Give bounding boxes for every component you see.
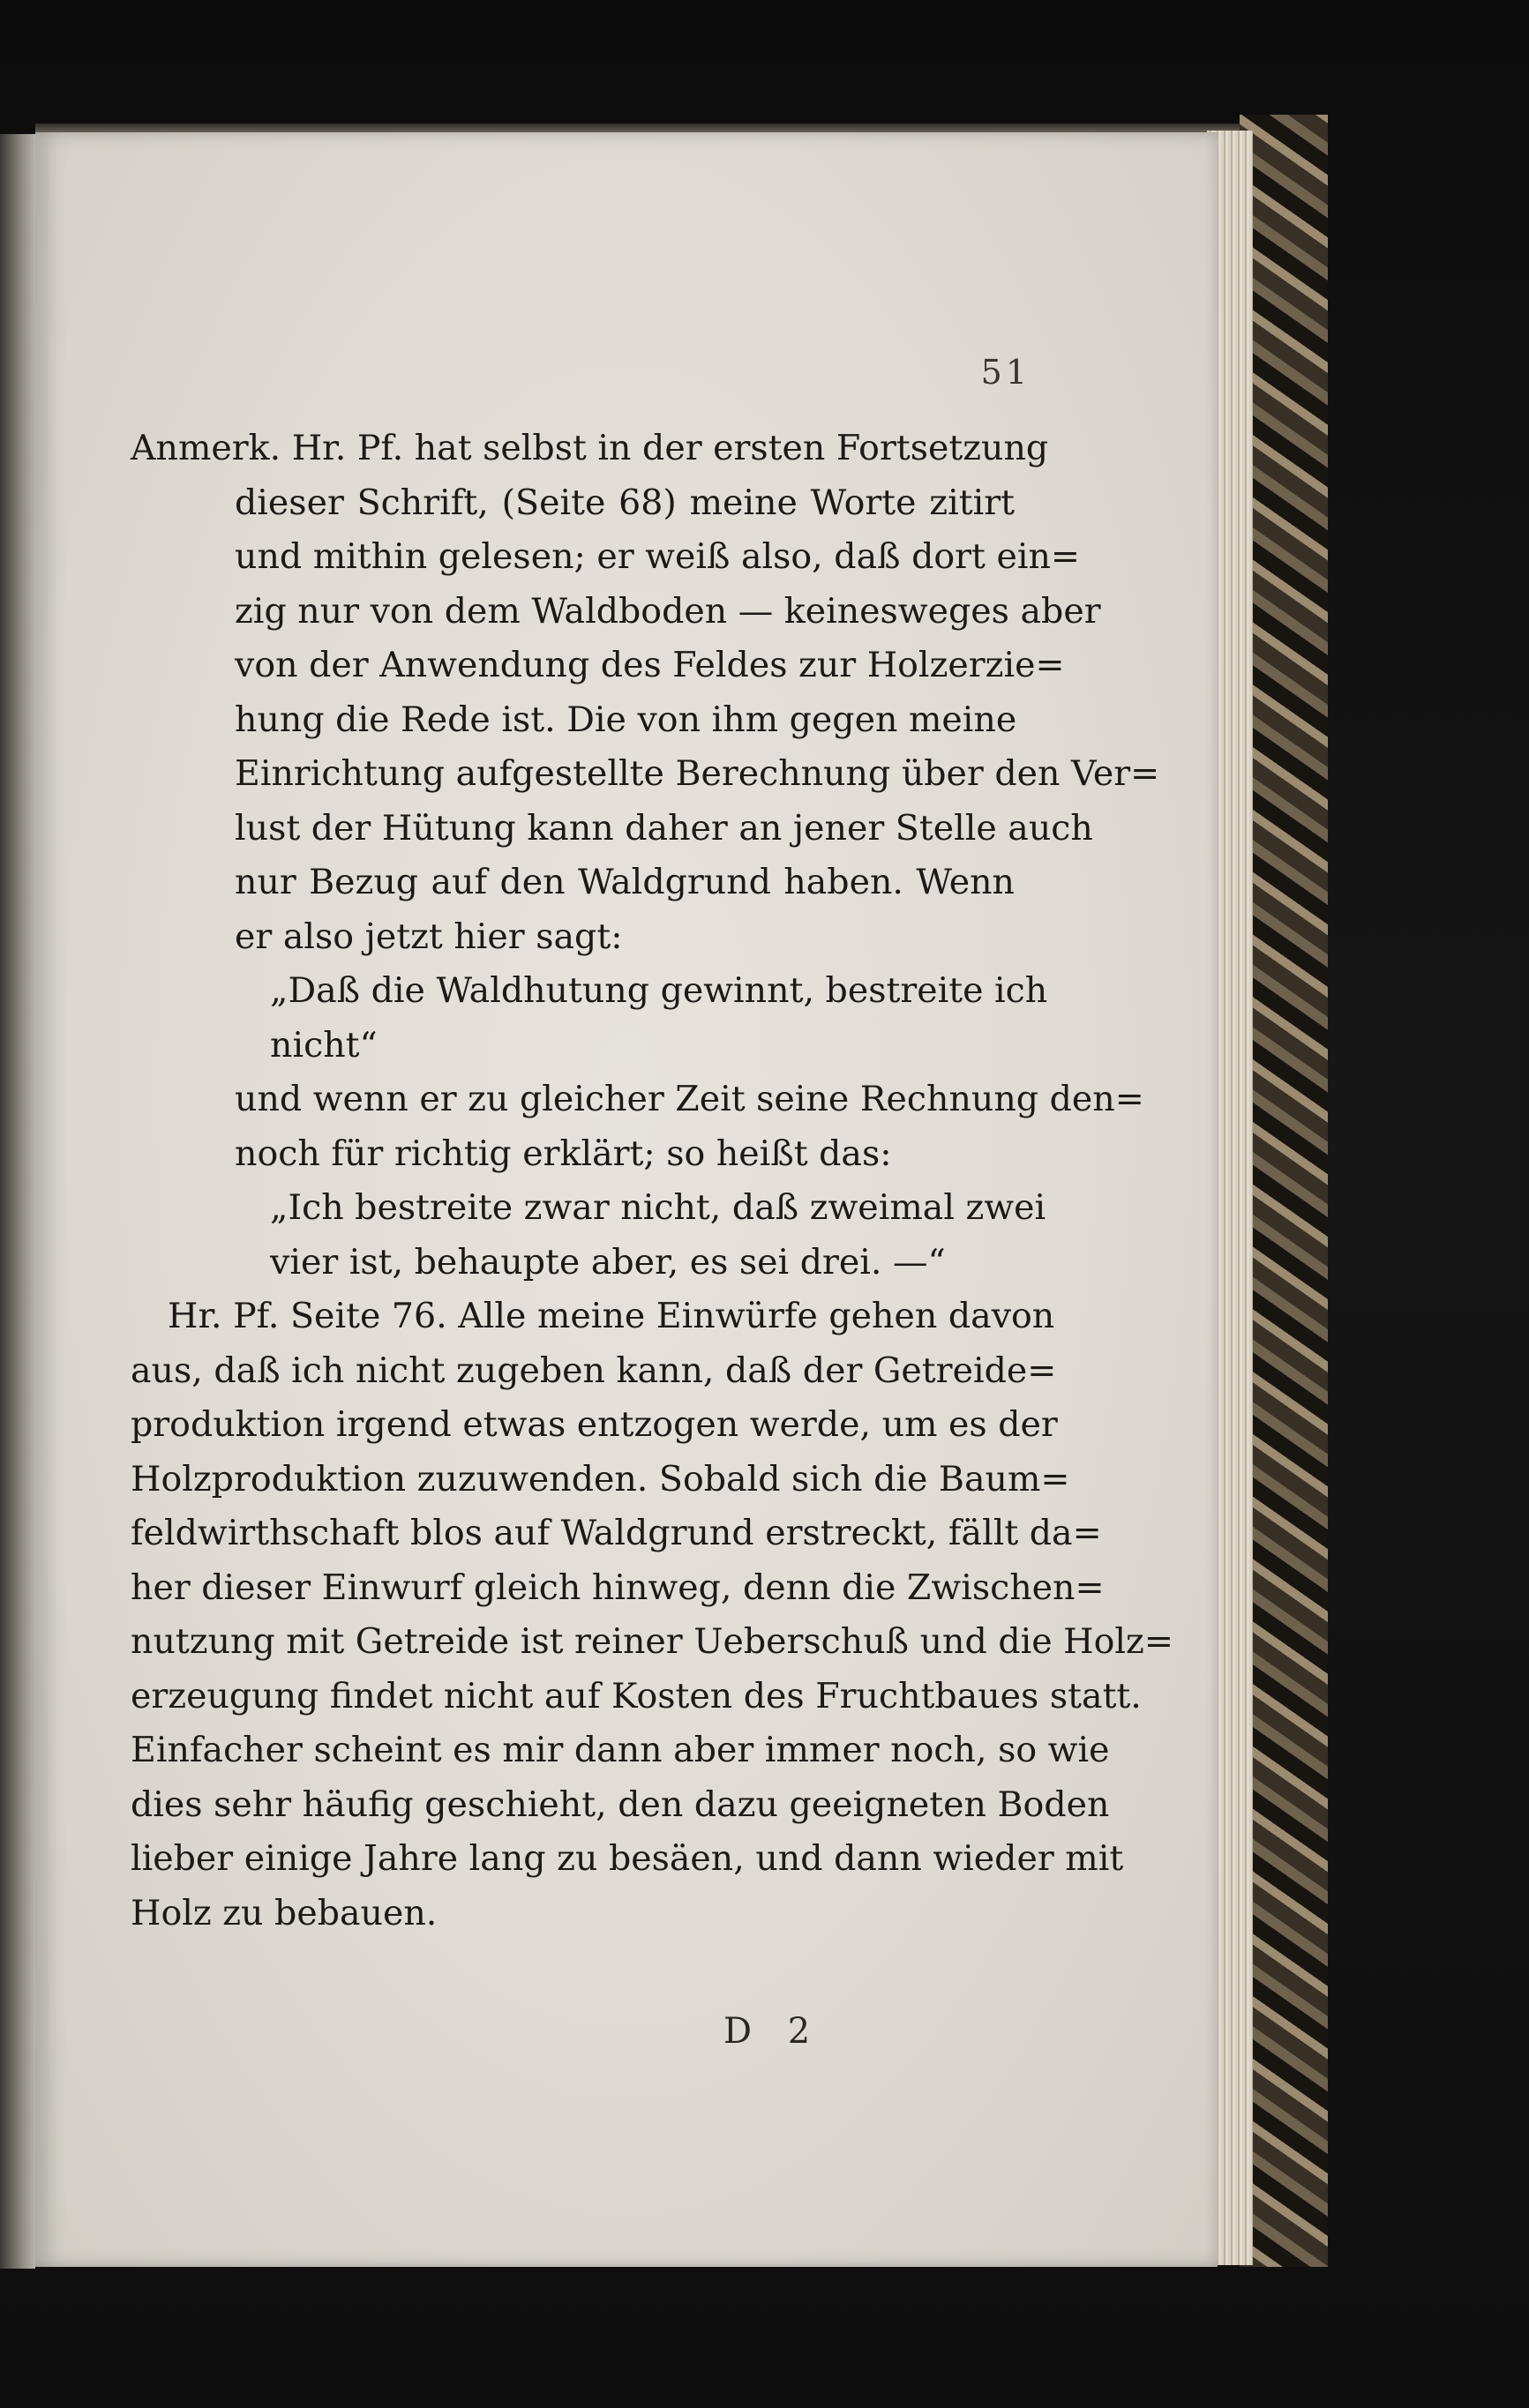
text-line: hung die Rede ist. Die von ihm gegen meine — [235, 699, 1017, 740]
text-line: er also jetzt hier sagt: — [235, 916, 623, 957]
text-line: noch für richtig erklärt; so heißt das: — [235, 1133, 892, 1174]
text-line: lust der Hütung kann daher an jener Stelle auch — [235, 807, 1093, 849]
text-line: und wenn er zu gleicher Zeit seine Rechnung den= — [235, 1079, 1144, 1119]
text-line: von der Anwendung des Feldes zur Holzerzie= — [235, 645, 1065, 685]
page-number: 51 — [980, 353, 1031, 392]
quote-line: nicht“ — [270, 1024, 378, 1066]
text-line: Anmerk. Hr. Pf. hat selbst in der ersten Fortsetzung — [131, 428, 1049, 468]
text-line: Einfacher scheint es mir dann aber immer noch, so wie — [131, 1730, 1110, 1770]
text-line: aus, daß ich nicht zugeben kann, daß der Getreide= — [131, 1350, 1057, 1391]
signature-mark: D 2 — [723, 2011, 823, 2052]
text-line: und mithin gelesen; er weiß also, daß dort ein= — [235, 536, 1080, 577]
quote-line: „Daß die Waldhutung gewinnt, bestreite ich — [270, 970, 1048, 1011]
text-line: Einrichtung aufgestellte Berechnung über den Ver= — [235, 753, 1160, 794]
marbled-cover-board — [1240, 115, 1328, 2267]
facing-page-edge — [0, 134, 35, 2269]
text-line: dieser Schrift, (Seite 68) meine Worte zitirt — [235, 482, 1015, 523]
text-line: Holz zu bebauen. — [131, 1892, 438, 1933]
text-line: nutzung mit Getreide ist reiner Ueberschuß und die Holz= — [131, 1621, 1173, 1662]
text-line: nur Bezug auf den Waldgrund haben. Wenn — [235, 862, 1015, 902]
quote-line: vier ist, behaupte aber, es sei drei. —“ — [270, 1241, 946, 1283]
text-line: dies sehr häufig geschieht, den dazu geeigneten Boden — [131, 1784, 1110, 1825]
text-line: lieber einige Jahre lang zu besäen, und dann wieder mit — [131, 1838, 1124, 1879]
text-line: feldwirthschaft blos auf Waldgrund erstreckt, fällt da= — [131, 1513, 1102, 1553]
text-line: Holzproduktion zuzuwenden. Sobald sich die Baum= — [131, 1458, 1070, 1499]
page-text — [131, 422, 1173, 1941]
text-line: erzeugung findet nicht auf Kosten des Fruchtbaues statt. — [131, 1675, 1142, 1716]
text-line: zig nur von dem Waldboden — keinesweges aber — [235, 590, 1101, 632]
quote-line: „Ich bestreite zwar nicht, daß zweimal zwei — [270, 1187, 1046, 1228]
text-line: produktion irgend etwas entzogen werde, um es der — [131, 1404, 1058, 1445]
text-line: her dieser Einwurf gleich hinweg, denn die Zwischen= — [131, 1567, 1105, 1608]
text-line: Hr. Pf. Seite 76. Alle meine Einwürfe gehen davon — [168, 1296, 1055, 1336]
